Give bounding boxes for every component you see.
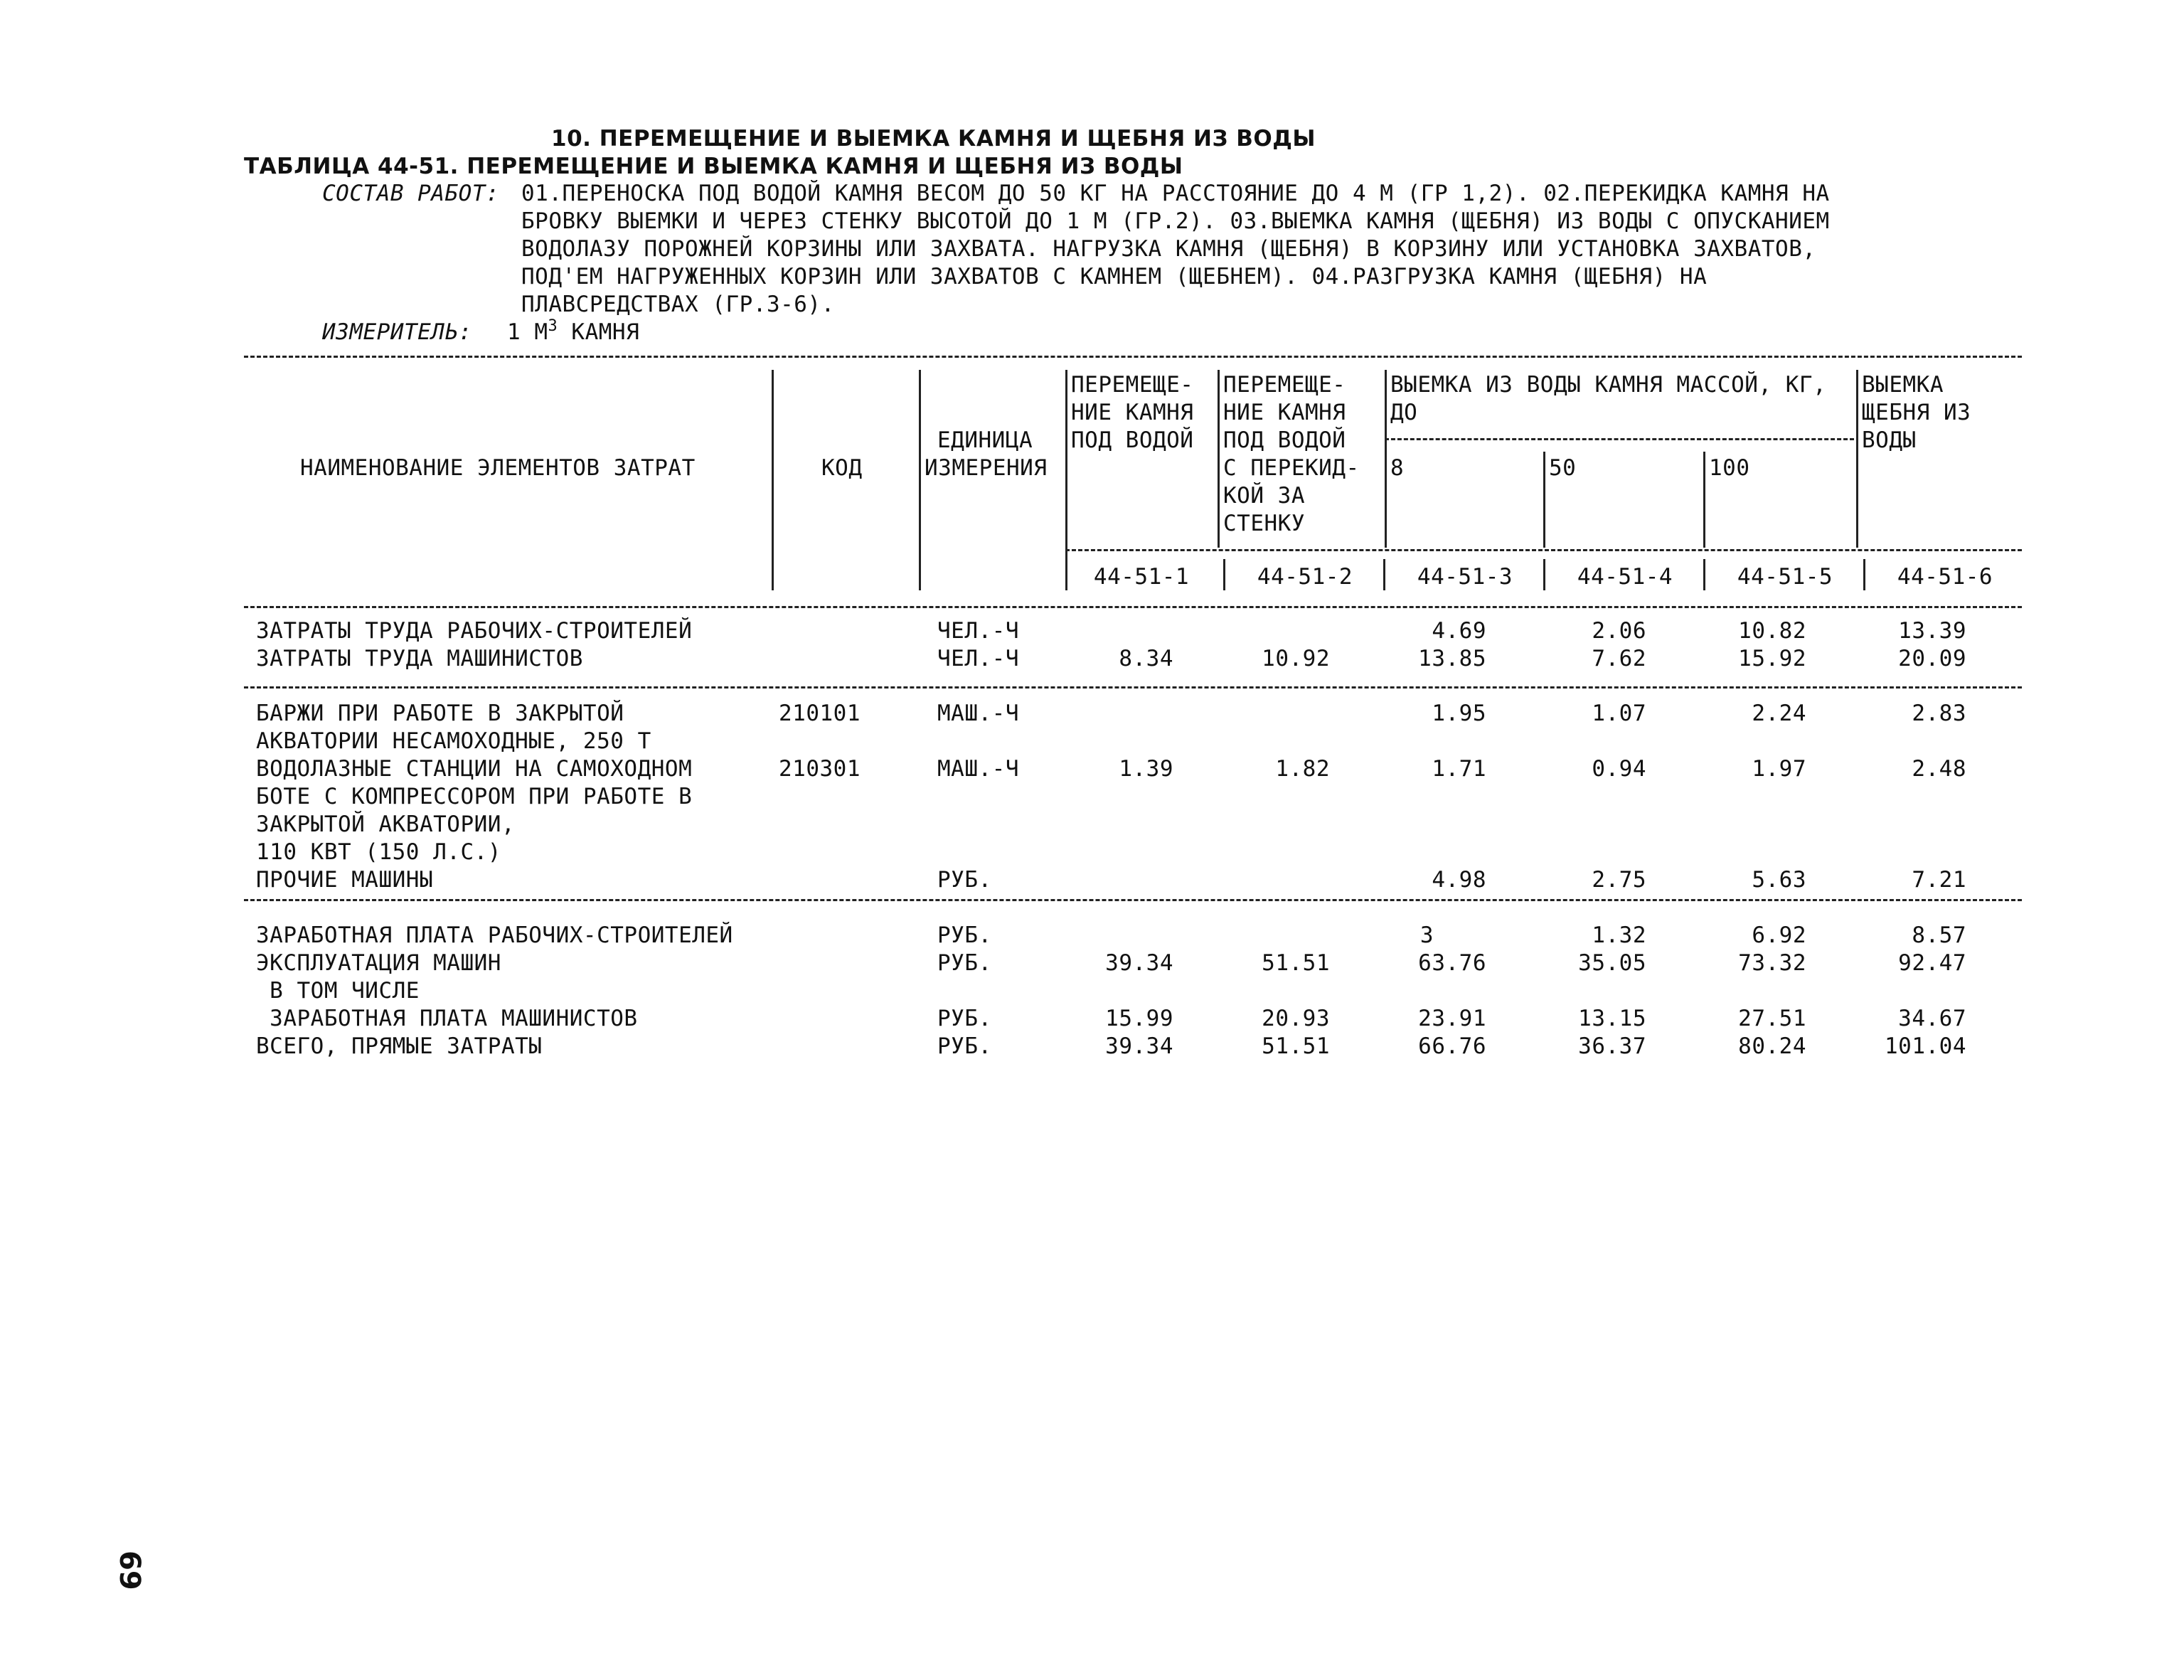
row-value: 51.51: [1262, 1033, 1330, 1059]
row-value: 39.34: [1105, 1033, 1173, 1059]
composition-line: БРОВКУ ВЫЕМКИ И ЧЕРЕЗ СТЕНКУ ВЫСОТОЙ ДО 1 М (ГР.2). 03.ВЫЕМКА КАМНЯ (ЩЕБНЯ) ИЗ ВОДЫ С ОПУСКАНИЕМ: [521, 208, 1830, 234]
row-value: 51.51: [1262, 950, 1330, 976]
header-divider: [1856, 370, 1858, 548]
column-code: 44-51-4: [1577, 564, 1673, 590]
row-value: 8.57: [1912, 923, 1966, 948]
row-value: 8.34: [1119, 646, 1173, 671]
row-value: 4.98: [1432, 867, 1486, 893]
row-value: 1.95: [1432, 701, 1486, 726]
header-divider: [1385, 370, 1387, 548]
row-value: 2.24: [1752, 701, 1806, 726]
row-value: 20.93: [1262, 1006, 1330, 1031]
row-name: ЗАРАБОТНАЯ ПЛАТА МАШИНИСТОВ: [256, 1006, 638, 1031]
row-name: ЭКСПЛУАТАЦИЯ МАШИН: [256, 950, 501, 976]
row-value: 27.51: [1738, 1006, 1806, 1031]
row-value: 4.69: [1432, 618, 1486, 644]
row-value: 7.62: [1592, 646, 1646, 671]
row-unit: ЧЕЛ.-Ч: [937, 618, 1019, 644]
rule-header-bottom: [244, 606, 2022, 608]
header-group: ДО: [1390, 400, 1418, 425]
row-code: 210301: [779, 756, 861, 782]
header-unit: ЕДИНИЦА: [937, 427, 1033, 453]
row-name: БАРЖИ ПРИ РАБОТЕ В ЗАКРЫТОЙ: [256, 701, 624, 726]
row-value: 15.92: [1738, 646, 1806, 671]
row-unit: РУБ.: [937, 1033, 992, 1059]
row-value: 1.97: [1752, 756, 1806, 782]
measure-value: 1 $М^3$ КАМНЯ: [507, 317, 640, 345]
row-unit: РУБ.: [937, 950, 992, 976]
row-value: 39.34: [1105, 950, 1173, 976]
row-value: 13.85: [1418, 646, 1486, 671]
row-value: 20.09: [1898, 646, 1966, 671]
header-col1: НИЕ КАМНЯ: [1071, 400, 1194, 425]
rule-top: [244, 356, 2022, 358]
row-name: АКВАТОРИИ НЕСАМОХОДНЫЕ, 250 Т: [256, 728, 651, 754]
header-col1: ПОД ВОДОЙ: [1071, 427, 1194, 453]
header-divider: [1703, 452, 1705, 548]
header-col6: ЩЕБНЯ ИЗ: [1862, 400, 1971, 425]
header-divider: [1543, 452, 1545, 548]
table-title: ТАБЛИЦА 44-51. ПЕРЕМЕЩЕНИЕ И ВЫЕМКА КАМНЯ И ЩЕБНЯ ИЗ ВОДЫ: [244, 154, 1183, 179]
rule-section-2: [244, 899, 2022, 901]
header-code: КОД: [821, 455, 863, 481]
composition-line: ПОД'ЕМ НАГРУЖЕННЫХ КОРЗИН ИЛИ ЗАХВАТОВ С КАМНЕМ (ЩЕБНЕМ). 04.РАЗГРУЗКА КАМНЯ (ЩЕБНЯ) НА: [521, 264, 1708, 289]
header-sub: 8: [1390, 455, 1405, 481]
row-name: ЗАТРАТЫ ТРУДА МАШИНИСТОВ: [256, 646, 583, 671]
row-value: 23.91: [1418, 1006, 1486, 1031]
row-unit: МАШ.-Ч: [937, 756, 1019, 782]
row-name: БОТЕ С КОМПРЕССОРОМ ПРИ РАБОТЕ В: [256, 784, 693, 809]
row-name: ЗАТРАТЫ ТРУДА РАБОЧИХ-СТРОИТЕЛЕЙ: [256, 618, 693, 644]
row-value: 2.75: [1592, 867, 1646, 893]
header-name: НАИМЕНОВАНИЕ ЭЛЕМЕНТОВ ЗАТРАТ: [300, 455, 696, 481]
rule-header-sub: [1065, 549, 2022, 551]
row-value: 1.07: [1592, 701, 1646, 726]
row-name: ВОДОЛАЗНЫЕ СТАНЦИИ НА САМОХОДНОМ: [256, 756, 693, 782]
column-code: 44-51-6: [1897, 564, 1993, 590]
row-value: 5.63: [1752, 867, 1806, 893]
row-value: 101.04: [1885, 1033, 1966, 1059]
column-code: 44-51-3: [1417, 564, 1513, 590]
row-unit: РУБ.: [937, 923, 992, 948]
row-value: 13.15: [1578, 1006, 1646, 1031]
header-divider: [772, 370, 774, 590]
rule-group: [1385, 438, 1854, 440]
composition-line: ВОДОЛАЗУ ПОРОЖНЕЙ КОРЗИНЫ ИЛИ ЗАХВАТА. НАГРУЗКА КАМНЯ (ЩЕБНЯ) В КОРЗИНУ ИЛИ УСТАНОВКА ЗАХВАТОВ,: [521, 236, 1816, 262]
header-col2: НИЕ КАМНЯ: [1223, 400, 1346, 425]
header-divider: [919, 370, 921, 590]
column-code: 44-51-5: [1737, 564, 1833, 590]
header-col2: ПОД ВОДОЙ: [1223, 427, 1346, 453]
header-col6: ВЫЕМКА: [1862, 372, 1944, 398]
header-col1: ПЕРЕМЕЩЕ-: [1071, 372, 1194, 398]
row-value: 13.39: [1898, 618, 1966, 644]
header-col6: ВОДЫ: [1862, 427, 1917, 453]
header-divider: [1383, 559, 1385, 590]
header-col2: СТЕНКУ: [1223, 511, 1305, 536]
row-value: 3: [1419, 923, 1434, 948]
composition-line: 01.ПЕРЕНОСКА ПОД ВОДОЙ КАМНЯ ВЕСОМ ДО 50 КГ НА РАССТОЯНИЕ ДО 4 М (ГР 1,2). 02.ПЕРЕКИДКА КАМНЯ НА: [521, 181, 1830, 206]
row-value: 92.47: [1898, 950, 1966, 976]
header-sub: 50: [1549, 455, 1577, 481]
row-value: 15.99: [1105, 1006, 1173, 1031]
page-number: 69: [113, 1551, 146, 1590]
header-divider: [1223, 559, 1225, 590]
row-name: ЗАРАБОТНАЯ ПЛАТА РАБОЧИХ-СТРОИТЕЛЕЙ: [256, 923, 733, 948]
row-value: 1.32: [1592, 923, 1646, 948]
row-value: 34.67: [1898, 1006, 1966, 1031]
header-sub: 100: [1709, 455, 1750, 481]
row-value: 10.82: [1738, 618, 1806, 644]
rule-section-1: [244, 686, 2022, 689]
row-value: 2.06: [1592, 618, 1646, 644]
row-value: 2.48: [1912, 756, 1966, 782]
header-col2: КОЙ ЗА: [1223, 483, 1305, 509]
row-unit: ЧЕЛ.-Ч: [937, 646, 1019, 671]
header-divider: [1703, 559, 1705, 590]
column-code: 44-51-2: [1257, 564, 1353, 590]
row-name: В ТОМ ЧИСЛЕ: [256, 978, 420, 1004]
row-value: 1.82: [1275, 756, 1330, 782]
row-unit: РУБ.: [937, 867, 992, 893]
row-unit: МАШ.-Ч: [937, 701, 1019, 726]
measure-label: ИЗМЕРИТЕЛЬ:: [322, 319, 472, 345]
row-value: 35.05: [1578, 950, 1646, 976]
section-title: 10. ПЕРЕМЕЩЕНИЕ И ВЫЕМКА КАМНЯ И ЩЕБНЯ ИЗ ВОДЫ: [551, 126, 1316, 151]
header-divider: [1218, 370, 1220, 548]
header-divider: [1863, 559, 1865, 590]
row-code: 210101: [779, 701, 861, 726]
header-group: ВЫЕМКА ИЗ ВОДЫ КАМНЯ МАССОЙ, КГ,: [1390, 372, 1827, 398]
row-value: 36.37: [1578, 1033, 1646, 1059]
row-value: 6.92: [1752, 923, 1806, 948]
header-divider: [1543, 559, 1545, 590]
row-name: 110 КВТ (150 Л.С.): [256, 839, 501, 865]
column-code: 44-51-1: [1093, 564, 1190, 590]
row-name: ВСЕГО, ПРЯМЫЕ ЗАТРАТЫ: [256, 1033, 543, 1059]
row-value: 1.71: [1432, 756, 1486, 782]
row-value: 10.92: [1262, 646, 1330, 671]
composition-line: ПЛАВСРЕДСТВАХ (ГР.3-6).: [521, 292, 835, 317]
header-unit: ИЗМЕРЕНИЯ: [925, 455, 1048, 481]
header-col2: ПЕРЕМЕЩЕ-: [1223, 372, 1346, 398]
row-value: 7.21: [1912, 867, 1966, 893]
row-value: 66.76: [1418, 1033, 1486, 1059]
row-value: 1.39: [1119, 756, 1173, 782]
header-col2: С ПЕРЕКИД-: [1223, 455, 1360, 481]
row-name: ЗАКРЫТОЙ АКВАТОРИИ,: [256, 812, 516, 837]
row-name: ПРОЧИЕ МАШИНЫ: [256, 867, 434, 893]
row-value: 80.24: [1738, 1033, 1806, 1059]
composition-label: СОСТАВ РАБОТ:: [322, 181, 500, 206]
row-value: 73.32: [1738, 950, 1806, 976]
row-unit: РУБ.: [937, 1006, 992, 1031]
row-value: 2.83: [1912, 701, 1966, 726]
row-value: 0.94: [1592, 756, 1646, 782]
row-value: 63.76: [1418, 950, 1486, 976]
header-divider: [1065, 370, 1067, 590]
